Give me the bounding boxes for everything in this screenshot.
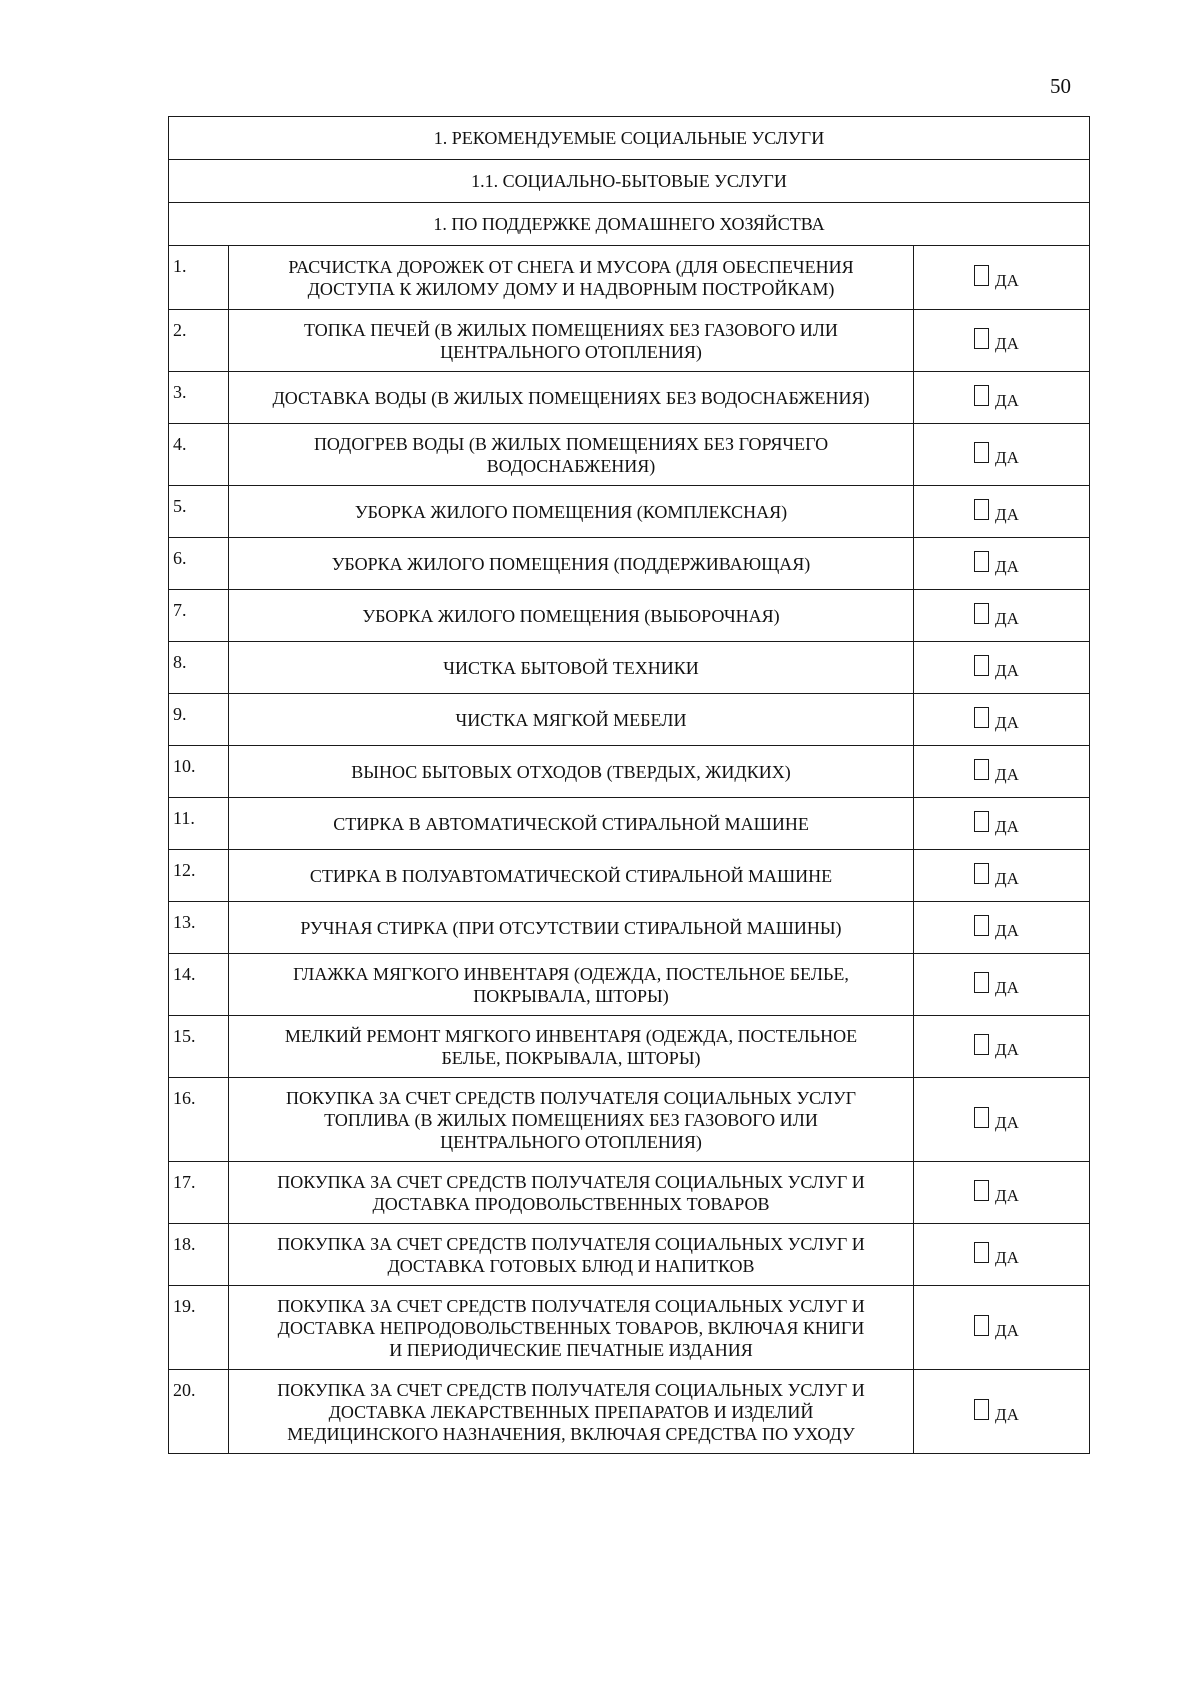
service-number: 14. bbox=[169, 954, 229, 1016]
yes-checkbox-label: ДА bbox=[995, 1405, 1019, 1424]
service-description bbox=[229, 246, 914, 310]
service-description-line: ЦЕНТРАЛЬНОГО ОТОПЛЕНИЯ) bbox=[440, 1131, 702, 1152]
table-row bbox=[169, 1016, 1090, 1078]
service-description-line: МЕЛКИЙ РЕМОНТ МЯГКОГО ИНВЕНТАРЯ (ОДЕЖДА, ПОСТЕЛЬНОЕ bbox=[284, 1025, 858, 1046]
checkbox-cell bbox=[914, 310, 1090, 372]
service-description-line: ДОСТАВКА ПРОДОВОЛЬСТВЕННЫХ ТОВАРОВ bbox=[372, 1193, 770, 1214]
service-description-line: СТИРКА В АВТОМАТИЧЕСКОЙ СТИРАЛЬНОЙ МАШИНЕ bbox=[333, 813, 809, 834]
yes-option[interactable] bbox=[974, 327, 1019, 353]
service-description bbox=[229, 642, 914, 694]
service-description-line: ГЛАЖКА МЯГКОГО ИНВЕНТАРЯ (ОДЕЖДА, ПОСТЕЛЬНОЕ БЕЛЬЕ, bbox=[293, 963, 849, 984]
yes-option[interactable] bbox=[974, 1106, 1019, 1132]
checkbox-cell bbox=[914, 1162, 1090, 1224]
table-row bbox=[169, 310, 1090, 372]
service-description-line: ТОПЛИВА (В ЖИЛЫХ ПОМЕЩЕНИЯХ БЕЗ ГАЗОВОГО ИЛИ bbox=[324, 1109, 818, 1130]
subsection-title: 1.1. СОЦИАЛЬНО-БЫТОВЫЕ УСЛУГИ bbox=[169, 160, 1090, 203]
checkbox-cell bbox=[914, 246, 1090, 310]
table-row bbox=[169, 246, 1090, 310]
yes-checkbox-label: ДА bbox=[995, 661, 1019, 680]
service-number: 12. bbox=[169, 850, 229, 902]
page-number: 50 bbox=[1050, 74, 1071, 98]
service-description bbox=[229, 850, 914, 902]
yes-checkbox-label: ДА bbox=[995, 609, 1019, 628]
service-number: 16. bbox=[169, 1078, 229, 1162]
yes-checkbox-label: ДА bbox=[995, 921, 1019, 940]
service-description bbox=[229, 1224, 914, 1286]
service-description-line: ЦЕНТРАЛЬНОГО ОТОПЛЕНИЯ) bbox=[440, 341, 702, 362]
service-number: 5. bbox=[169, 486, 229, 538]
checkbox-cell bbox=[914, 424, 1090, 486]
yes-option[interactable] bbox=[974, 264, 1019, 290]
service-description-line: ДОСТАВКА НЕПРОДОВОЛЬСТВЕННЫХ ТОВАРОВ, ВКЛЮЧАЯ КНИГИ bbox=[277, 1317, 865, 1338]
yes-option[interactable] bbox=[974, 441, 1019, 467]
yes-checkbox[interactable] bbox=[974, 265, 989, 286]
service-description bbox=[229, 372, 914, 424]
checkbox-cell bbox=[914, 538, 1090, 590]
table-row bbox=[169, 1162, 1090, 1224]
service-description-line: ПОКУПКА ЗА СЧЕТ СРЕДСТВ ПОЛУЧАТЕЛЯ СОЦИАЛЬНЫХ УСЛУГ И bbox=[277, 1171, 865, 1192]
yes-checkbox-label: ДА bbox=[995, 1186, 1019, 1205]
table-row bbox=[169, 372, 1090, 424]
yes-checkbox[interactable] bbox=[974, 551, 989, 572]
table-row bbox=[169, 538, 1090, 590]
yes-checkbox[interactable] bbox=[974, 915, 989, 936]
service-description-line: ТОПКА ПЕЧЕЙ (В ЖИЛЫХ ПОМЕЩЕНИЯХ БЕЗ ГАЗОВОГО ИЛИ bbox=[304, 319, 838, 340]
service-number: 3. bbox=[169, 372, 229, 424]
checkbox-cell bbox=[914, 902, 1090, 954]
service-description bbox=[229, 902, 914, 954]
service-description bbox=[229, 590, 914, 642]
yes-checkbox-label: ДА bbox=[995, 448, 1019, 467]
yes-checkbox-label: ДА bbox=[995, 765, 1019, 784]
yes-checkbox-label: ДА bbox=[995, 505, 1019, 524]
service-description-line: ДОСТАВКА ЛЕКАРСТВЕННЫХ ПРЕПАРАТОВ И ИЗДЕЛИЙ bbox=[328, 1401, 814, 1422]
yes-option[interactable] bbox=[974, 706, 1019, 732]
yes-checkbox-label: ДА bbox=[995, 1113, 1019, 1132]
service-description bbox=[229, 538, 914, 590]
yes-checkbox[interactable] bbox=[974, 603, 989, 624]
service-description-line: УБОРКА ЖИЛОГО ПОМЕЩЕНИЯ (ПОДДЕРЖИВАЮЩАЯ) bbox=[331, 553, 811, 574]
yes-checkbox-label: ДА bbox=[995, 271, 1019, 290]
checkbox-cell bbox=[914, 1286, 1090, 1370]
table-row bbox=[169, 954, 1090, 1016]
yes-option[interactable] bbox=[974, 758, 1019, 784]
yes-checkbox-label: ДА bbox=[995, 557, 1019, 576]
table-row bbox=[169, 850, 1090, 902]
service-number: 4. bbox=[169, 424, 229, 486]
yes-checkbox-label: ДА bbox=[995, 1040, 1019, 1059]
table-row bbox=[169, 798, 1090, 850]
service-description-line: ЧИСТКА БЫТОВОЙ ТЕХНИКИ bbox=[443, 657, 699, 678]
service-number: 7. bbox=[169, 590, 229, 642]
checkbox-cell bbox=[914, 1016, 1090, 1078]
service-description-line: ЧИСТКА МЯГКОЙ МЕБЕЛИ bbox=[455, 709, 687, 730]
service-number: 6. bbox=[169, 538, 229, 590]
service-description-line: ПОДОГРЕВ ВОДЫ (В ЖИЛЫХ ПОМЕЩЕНИЯХ БЕЗ ГОРЯЧЕГО bbox=[313, 433, 829, 454]
service-description bbox=[229, 1286, 914, 1370]
yes-option[interactable] bbox=[974, 914, 1019, 940]
yes-checkbox[interactable] bbox=[974, 1180, 989, 1201]
table-row bbox=[169, 1224, 1090, 1286]
table-row bbox=[169, 424, 1090, 486]
checkbox-cell bbox=[914, 954, 1090, 1016]
yes-checkbox[interactable] bbox=[974, 385, 989, 406]
yes-checkbox-label: ДА bbox=[995, 334, 1019, 353]
service-number: 19. bbox=[169, 1286, 229, 1370]
table-row bbox=[169, 486, 1090, 538]
yes-checkbox-label: ДА bbox=[995, 713, 1019, 732]
service-description bbox=[229, 424, 914, 486]
yes-option[interactable] bbox=[974, 1398, 1019, 1424]
yes-checkbox[interactable] bbox=[974, 499, 989, 520]
service-description bbox=[229, 1078, 914, 1162]
service-description-line: ПОКУПКА ЗА СЧЕТ СРЕДСТВ ПОЛУЧАТЕЛЯ СОЦИАЛЬНЫХ УСЛУГ И bbox=[277, 1233, 865, 1254]
yes-option[interactable] bbox=[974, 498, 1019, 524]
group-title: 1. ПО ПОДДЕРЖКЕ ДОМАШНЕГО ХОЗЯЙСТВА bbox=[169, 203, 1090, 246]
yes-checkbox[interactable] bbox=[974, 1034, 989, 1055]
yes-checkbox-label: ДА bbox=[995, 391, 1019, 410]
table-row bbox=[169, 1286, 1090, 1370]
yes-checkbox[interactable] bbox=[974, 1399, 989, 1420]
service-description bbox=[229, 1016, 914, 1078]
service-description bbox=[229, 1370, 914, 1454]
yes-checkbox-label: ДА bbox=[995, 978, 1019, 997]
service-number: 9. bbox=[169, 694, 229, 746]
yes-option[interactable] bbox=[974, 810, 1019, 836]
service-description bbox=[229, 746, 914, 798]
yes-checkbox[interactable] bbox=[974, 1315, 989, 1336]
yes-option[interactable] bbox=[974, 1179, 1019, 1205]
service-description-line: БЕЛЬЕ, ПОКРЫВАЛА, ШТОРЫ) bbox=[441, 1047, 701, 1068]
service-description bbox=[229, 1162, 914, 1224]
yes-checkbox-label: ДА bbox=[995, 1248, 1019, 1267]
table-row bbox=[169, 642, 1090, 694]
service-description-line: ПОКРЫВАЛА, ШТОРЫ) bbox=[473, 985, 669, 1006]
services-table-body bbox=[169, 117, 1090, 1454]
header-row bbox=[169, 160, 1090, 203]
yes-checkbox[interactable] bbox=[974, 328, 989, 349]
service-description-line: ДОСТАВКА ВОДЫ (В ЖИЛЫХ ПОМЕЩЕНИЯХ БЕЗ ВОДОСНАБЖЕНИЯ) bbox=[272, 387, 870, 408]
checkbox-cell bbox=[914, 372, 1090, 424]
yes-option[interactable] bbox=[974, 862, 1019, 888]
service-description-line: РУЧНАЯ СТИРКА (ПРИ ОТСУТСТВИИ СТИРАЛЬНОЙ МАШИНЫ) bbox=[300, 917, 842, 938]
service-description bbox=[229, 486, 914, 538]
service-number: 20. bbox=[169, 1370, 229, 1454]
checkbox-cell bbox=[914, 590, 1090, 642]
yes-option[interactable] bbox=[974, 654, 1019, 680]
service-number: 10. bbox=[169, 746, 229, 798]
yes-checkbox-label: ДА bbox=[995, 1321, 1019, 1340]
yes-checkbox[interactable] bbox=[974, 1107, 989, 1128]
yes-checkbox-label: ДА bbox=[995, 817, 1019, 836]
service-description bbox=[229, 310, 914, 372]
service-description-line: И ПЕРИОДИЧЕСКИЕ ПЕЧАТНЫЕ ИЗДАНИЯ bbox=[389, 1339, 753, 1360]
services-table bbox=[168, 116, 1090, 1454]
service-number: 15. bbox=[169, 1016, 229, 1078]
yes-option[interactable] bbox=[974, 1241, 1019, 1267]
service-description-line: ПОКУПКА ЗА СЧЕТ СРЕДСТВ ПОЛУЧАТЕЛЯ СОЦИАЛЬНЫХ УСЛУГ И bbox=[277, 1379, 865, 1400]
service-description bbox=[229, 694, 914, 746]
yes-checkbox-label: ДА bbox=[995, 869, 1019, 888]
checkbox-cell bbox=[914, 850, 1090, 902]
header-row bbox=[169, 203, 1090, 246]
yes-checkbox[interactable] bbox=[974, 811, 989, 832]
yes-option[interactable] bbox=[974, 384, 1019, 410]
table-row bbox=[169, 902, 1090, 954]
table-row bbox=[169, 746, 1090, 798]
yes-checkbox[interactable] bbox=[974, 707, 989, 728]
yes-checkbox[interactable] bbox=[974, 442, 989, 463]
table-row bbox=[169, 590, 1090, 642]
yes-option[interactable] bbox=[974, 550, 1019, 576]
service-number: 1. bbox=[169, 246, 229, 310]
service-description-line: МЕДИЦИНСКОГО НАЗНАЧЕНИЯ, ВКЛЮЧАЯ СРЕДСТВА ПО УХОДУ bbox=[287, 1423, 855, 1444]
service-number: 18. bbox=[169, 1224, 229, 1286]
checkbox-cell bbox=[914, 642, 1090, 694]
service-description bbox=[229, 798, 914, 850]
checkbox-cell bbox=[914, 1224, 1090, 1286]
yes-option[interactable] bbox=[974, 1314, 1019, 1340]
checkbox-cell bbox=[914, 1370, 1090, 1454]
checkbox-cell bbox=[914, 1078, 1090, 1162]
yes-checkbox[interactable] bbox=[974, 972, 989, 993]
service-description bbox=[229, 954, 914, 1016]
service-number: 13. bbox=[169, 902, 229, 954]
yes-checkbox[interactable] bbox=[974, 655, 989, 676]
service-description-line: ДОСТУПА К ЖИЛОМУ ДОМУ И НАДВОРНЫМ ПОСТРОЙКАМ) bbox=[307, 278, 835, 299]
service-number: 11. bbox=[169, 798, 229, 850]
yes-option[interactable] bbox=[974, 602, 1019, 628]
service-description-line: ВЫНОС БЫТОВЫХ ОТХОДОВ (ТВЕРДЫХ, ЖИДКИХ) bbox=[351, 761, 791, 782]
checkbox-cell bbox=[914, 486, 1090, 538]
yes-checkbox[interactable] bbox=[974, 863, 989, 884]
service-number: 17. bbox=[169, 1162, 229, 1224]
section-title: 1. РЕКОМЕНДУЕМЫЕ СОЦИАЛЬНЫЕ УСЛУГИ bbox=[169, 117, 1090, 160]
service-description-line: РАСЧИСТКА ДОРОЖЕК ОТ СНЕГА И МУСОРА (ДЛЯ ОБЕСПЕЧЕНИЯ bbox=[288, 256, 854, 277]
table-row bbox=[169, 1078, 1090, 1162]
service-description-line: ПОКУПКА ЗА СЧЕТ СРЕДСТВ ПОЛУЧАТЕЛЯ СОЦИАЛЬНЫХ УСЛУГ bbox=[286, 1087, 856, 1108]
yes-option[interactable] bbox=[974, 971, 1019, 997]
service-description-line: ВОДОСНАБЖЕНИЯ) bbox=[486, 455, 656, 476]
yes-checkbox[interactable] bbox=[974, 759, 989, 780]
service-description-line: ДОСТАВКА ГОТОВЫХ БЛЮД И НАПИТКОВ bbox=[387, 1255, 755, 1276]
checkbox-cell bbox=[914, 746, 1090, 798]
checkbox-cell bbox=[914, 694, 1090, 746]
table-row bbox=[169, 1370, 1090, 1454]
service-description-line: УБОРКА ЖИЛОГО ПОМЕЩЕНИЯ (КОМПЛЕКСНАЯ) bbox=[354, 501, 788, 522]
header-row bbox=[169, 117, 1090, 160]
service-number: 8. bbox=[169, 642, 229, 694]
service-description-line: ПОКУПКА ЗА СЧЕТ СРЕДСТВ ПОЛУЧАТЕЛЯ СОЦИАЛЬНЫХ УСЛУГ И bbox=[277, 1295, 865, 1316]
yes-option[interactable] bbox=[974, 1033, 1019, 1059]
checkbox-cell bbox=[914, 798, 1090, 850]
table-row bbox=[169, 694, 1090, 746]
service-description-line: УБОРКА ЖИЛОГО ПОМЕЩЕНИЯ (ВЫБОРОЧНАЯ) bbox=[362, 605, 780, 626]
service-number: 2. bbox=[169, 310, 229, 372]
service-description-line: СТИРКА В ПОЛУАВТОМАТИЧЕСКОЙ СТИРАЛЬНОЙ МАШИНЕ bbox=[309, 865, 833, 886]
yes-checkbox[interactable] bbox=[974, 1242, 989, 1263]
